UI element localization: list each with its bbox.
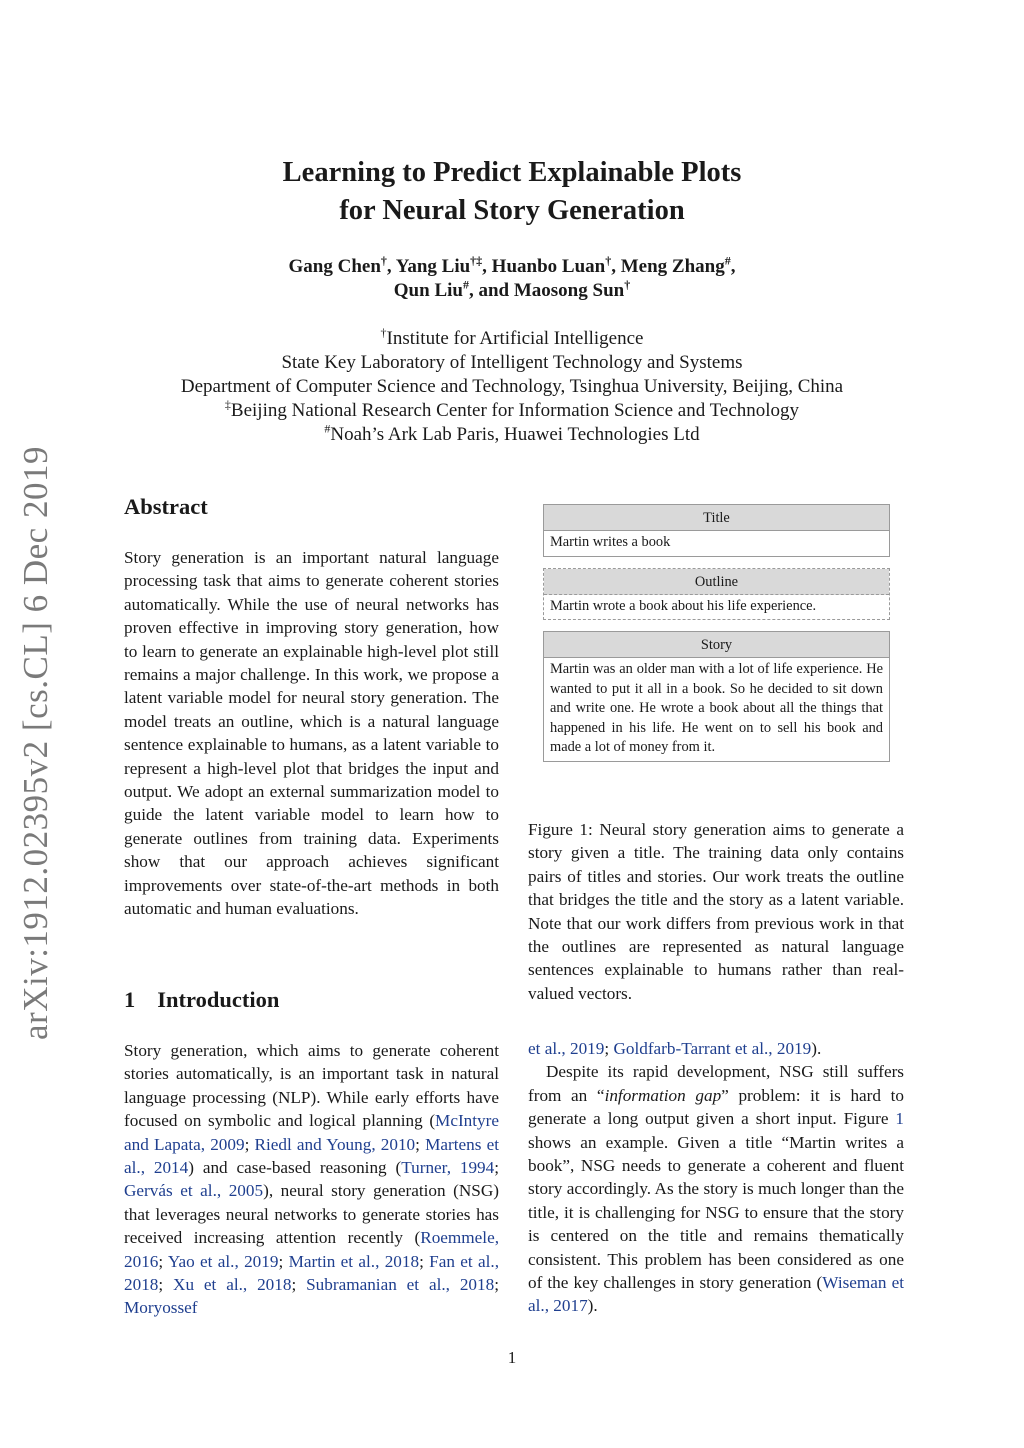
text-run: ; — [494, 1158, 500, 1178]
citation-link[interactable]: Subramanian et al., 2018 — [306, 1275, 495, 1295]
abstract-section — [124, 494, 499, 520]
figure-1 — [543, 504, 890, 773]
author-separator: , and — [468, 280, 514, 301]
citation-link[interactable]: Xu et al., 2018 — [173, 1275, 292, 1295]
affiliation-line — [0, 399, 1024, 423]
figure-caption — [528, 818, 904, 1005]
author-name: Yang Liu — [395, 256, 471, 277]
affiliation-text: Institute for Artificial Intelligence — [386, 328, 644, 349]
author-mark: † — [380, 253, 387, 268]
intro-continuation — [528, 1037, 904, 1060]
title-line-2: for Neural Story Generation — [339, 195, 685, 226]
author-mark: † — [605, 253, 612, 268]
text-run: ; — [278, 1251, 289, 1271]
text-run: ; — [415, 1134, 426, 1154]
figure-outline-text: Martin wrote a book about his life experience. — [550, 597, 817, 614]
text-run: ), neural story generation (NSG) that leverages neural networks to generate stories has received increasing attention recently ( — [124, 1181, 499, 1248]
affiliations — [0, 327, 1024, 447]
right-column-text — [528, 1037, 904, 1318]
figure-outline-box — [543, 568, 890, 621]
text-run: ; — [158, 1275, 174, 1295]
text-run: ; — [244, 1134, 255, 1154]
author-name: Maosong Sun — [513, 280, 625, 301]
text-run: ; — [158, 1251, 168, 1271]
text-run: Despite its rapid development, NSG still suffers from an “ — [528, 1062, 904, 1105]
author-separator: , — [611, 256, 621, 277]
text-run: ) and case-based reasoning ( — [188, 1158, 402, 1178]
arxiv-stamp: arXiv:1912.02395v2 [cs.CL] 6 Dec 2019 — [16, 446, 55, 1040]
text-run: ; — [494, 1275, 499, 1295]
citation-link[interactable]: Martin et al., 2018 — [288, 1251, 420, 1271]
figure-title-label: Title — [544, 505, 889, 531]
citation-link[interactable]: Riedl and Young, 2010 — [254, 1134, 416, 1154]
author-mark: †‡ — [470, 253, 483, 268]
author-mark: # — [724, 253, 731, 268]
citation-link[interactable]: Goldfarb-Tarrant et al., 2019 — [613, 1039, 812, 1058]
affiliation-text: Beijing National Research Center for Information Science and Technology — [230, 400, 800, 421]
text-run: Story generation, which aims to generate coherent stories automatically, is an important task in natural language processing (NLP). While early efforts have focused on symbolic and logical planning ( — [124, 1041, 499, 1131]
text-run: shows an example. Given a title “Martin writes a book”, NSG needs to generate a coherent and fluent story accordingly. As the story is much longer than the title, it is challenging for NSG to ensure that the story is centered on the title and remains thematically consistent. This problem has been considered as one of the key challenges in story generation ( — [528, 1132, 904, 1293]
affiliation-mark: # — [324, 421, 331, 436]
citation-link[interactable]: Yao et al., 2019 — [167, 1251, 279, 1271]
author-list — [0, 255, 1024, 303]
citation-link[interactable]: Fan et al., 2018 — [124, 1251, 499, 1295]
citation-link[interactable]: McIntyre and Lapata, 2009 — [124, 1111, 499, 1154]
figure-story-label: Story — [544, 632, 889, 658]
authors-line-1 — [0, 255, 1024, 279]
affiliation-text: Noah’s Ark Lab Paris, Huawei Technologies Ltd — [330, 424, 700, 445]
title-line-1: Learning to Predict Explainable Plots — [282, 157, 742, 188]
intro-paragraph — [124, 1039, 499, 1320]
intro-paragraph-2 — [528, 1060, 904, 1317]
section-title: Introduction — [157, 987, 280, 1012]
citation-link[interactable]: Wiseman et al., 2017 — [528, 1273, 905, 1316]
affiliation-line: State Key Laboratory of Intelligent Technology and Systems — [281, 352, 743, 373]
citation-link[interactable]: 1 — [895, 1109, 904, 1129]
figure-story-box — [543, 631, 890, 762]
citation-link[interactable]: Moryossef — [124, 1298, 198, 1318]
text-run: ” problem: it is hard to generate a long output given a short input. Figure — [528, 1085, 905, 1129]
text-run: ; — [419, 1251, 430, 1271]
text-run: ). — [811, 1039, 822, 1058]
figure-story-text: Martin was an older man with a lot of life experience. He wanted to put it all in a book. So he decided to sit down and write one. He wrote a book about all the things that happened in his life. He went on to sell his book and made a lot of money from it. — [550, 661, 883, 755]
author-mark: # — [462, 277, 469, 292]
emphasis-text: information gap — [604, 1085, 722, 1105]
affiliation-mark: ‡ — [224, 397, 231, 412]
abstract-heading: Abstract — [124, 494, 208, 519]
author-separator: , — [730, 256, 736, 277]
text-run: ; — [291, 1275, 307, 1295]
citation-link[interactable]: et al., 2019 — [528, 1039, 605, 1058]
citation-link[interactable]: Gervás et al., 2005 — [124, 1181, 264, 1201]
figure-outline-label: Outline — [544, 569, 889, 595]
author-name: Gang Chen — [288, 256, 381, 277]
text-run: ; — [604, 1039, 614, 1058]
intro-body — [124, 1039, 499, 1320]
author-mark: † — [624, 277, 631, 292]
author-separator: , — [386, 256, 396, 277]
affiliation-line — [0, 327, 1024, 351]
affiliation-line — [0, 423, 1024, 447]
affiliation-line: Department of Computer Science and Technology, Tsinghua University, Beijing, China — [180, 376, 844, 397]
section-number: 1 — [124, 987, 136, 1012]
figure-title-box — [543, 504, 890, 557]
author-name: Meng Zhang — [620, 256, 725, 277]
abstract-body — [124, 546, 499, 921]
citation-link[interactable]: Martens et al., 2014 — [124, 1134, 499, 1178]
intro-heading — [124, 987, 499, 1013]
affiliation-mark: † — [380, 325, 387, 340]
figure-title-text: Martin writes a book — [550, 534, 671, 550]
citation-link[interactable]: Roemmele, 2016 — [124, 1228, 499, 1271]
figure-caption-text: Figure 1: Neural story generation aims to generate a story given a title. The training data only contains pairs of titles and stories. Our work treats the outline that bridges the title and the story as a latent variable. Note that our work differs from previous work in that the outlines are represented as natural language sentences explainable to humans rather than real-valued vectors. — [528, 820, 904, 1003]
abstract-text: Story generation is an important natural language processing task that aims to generate coherent stories automatically. While the use of neural networks has proven effective in improving story generation, how to learn to generate an explainable high-level plot still remains a major challenge. In this work, we propose a latent variable model for neural story generation. The model treats an outline, which is a natural language sentence explainable to humans, as a latent variable to represent a high-level plot that bridges the input and output. We adopt an external summarization model to guide the latent variable model to learn how to generate outlines from training data. Experiments show that our approach achieves significant improvements over state-of-the-art methods in both automatic and human evaluations. — [124, 548, 499, 919]
author-separator: , — [482, 256, 492, 277]
text-run: ). — [587, 1296, 598, 1316]
author-name: Qun Liu — [393, 280, 463, 301]
author-name: Huanbo Luan — [491, 256, 606, 277]
authors-line-2 — [0, 279, 1024, 303]
paper-title — [0, 154, 1024, 230]
page-number: 1 — [507, 1348, 517, 1367]
citation-link[interactable]: Turner, 1994 — [401, 1158, 495, 1178]
